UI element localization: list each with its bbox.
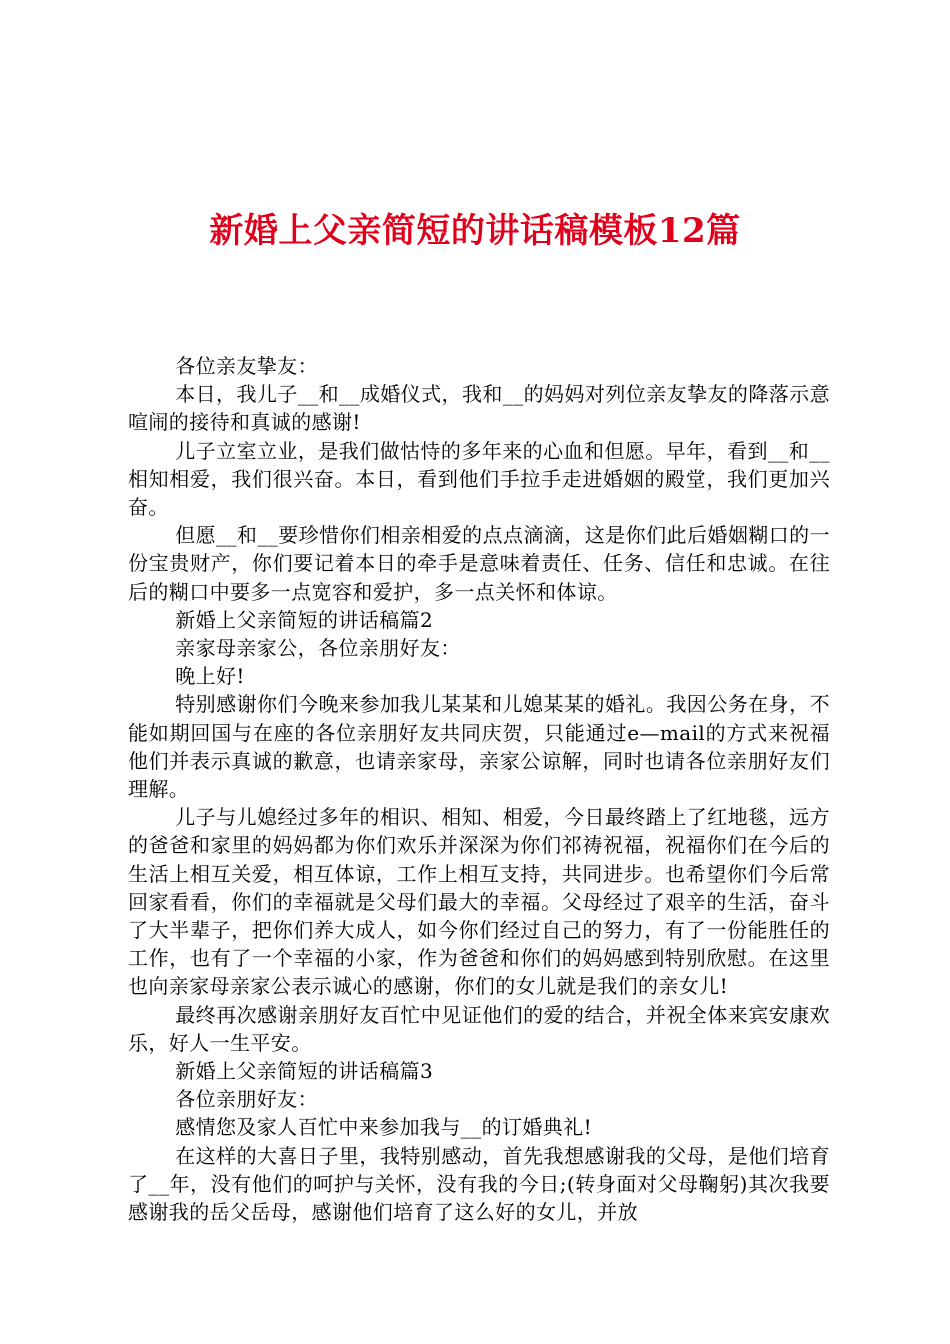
- paragraph: 亲家母亲家公，各位亲朋好友：: [175, 636, 461, 661]
- paragraph: 本日，我儿子__和__成婚仪式，我和__的妈妈对列位亲友挚友的降落示意喧闹的接待和真诚的感谢!: [128, 382, 830, 435]
- paragraph: 各位亲朋好友：: [175, 1087, 318, 1112]
- paragraph: 特别感谢你们今晚来参加我儿某某和儿媳某某的婚礼。我因公务在身，不能如期回国与在座的各位亲朋好友共同庆贺，只能通过e—mail的方式来祝福他们并表示真诚的歉意，也请亲家母，亲家公谅解，同时也请各位亲朋好友们理解。: [128, 692, 830, 802]
- paragraph: 在这样的大喜日子里，我特别感动，首先我想感谢我的父母，是他们培育了__年，没有他们的呵护与关怀，没有我的今日;(转身面对父母鞠躬)其次我要感谢我的岳父岳母，感谢他们培育了这么好的女儿，并放: [128, 1143, 830, 1225]
- document-body: [128, 352, 830, 1226]
- section-heading: 新婚上父亲简短的讲话稿篇2: [175, 607, 434, 632]
- paragraph: 儿子立室立业，是我们做怙恃的多年来的心血和但愿。早年，看到__和__相知相爱，我们很兴奋。本日，看到他们手拉手走进婚姻的殿堂，我们更加兴奋。: [128, 438, 830, 520]
- paragraph: 儿子与儿媳经过多年的相识、相知、相爱，今日最终踏上了红地毯，远方的爸爸和家里的妈妈都为你们欢乐并深深为你们祁祷祝福，祝福你们在今后的生活上相互关爱，相互体谅，工作上相互支持，共同进步。也希望你们今后常回家看看，你们的幸福就是父母们最大的幸福。父母经过了艰辛的生活，奋斗了大半辈子，把你们养大成人，如今你们经过自己的努力，有了一份能胜任的工作，也有了一个幸福的小家，作为爸爸和你们的妈妈感到特别欣慰。在这里也向亲家母亲家公表示诚心的感谢，你们的女儿就是我们的亲女儿!: [128, 805, 830, 999]
- paragraph: 但愿__和__要珍惜你们相亲相爱的点点滴滴，这是你们此后婚姻糊口的一份宝贵财产，你们要记着本日的牵手是意味着责任、任务、信任和忠诚。在往后的糊口中要多一点宽容和爱护，多一点关怀和体谅。: [128, 523, 830, 604]
- paragraph: 感情您及家人百忙中来参加我与__的订婚典礼!: [175, 1115, 593, 1140]
- document-title: 新婚上父亲简短的讲话稿模板12篇: [209, 211, 741, 251]
- paragraph: 晚上好!: [175, 664, 245, 689]
- paragraph: 最终再次感谢亲朋好友百忙中见证他们的爱的结合，并祝全体来宾安康欢乐，好人一生平安。: [128, 1002, 830, 1055]
- section-heading: 新婚上父亲简短的讲话稿篇3: [175, 1059, 434, 1084]
- paragraph: 各位亲友挚友：: [175, 354, 318, 378]
